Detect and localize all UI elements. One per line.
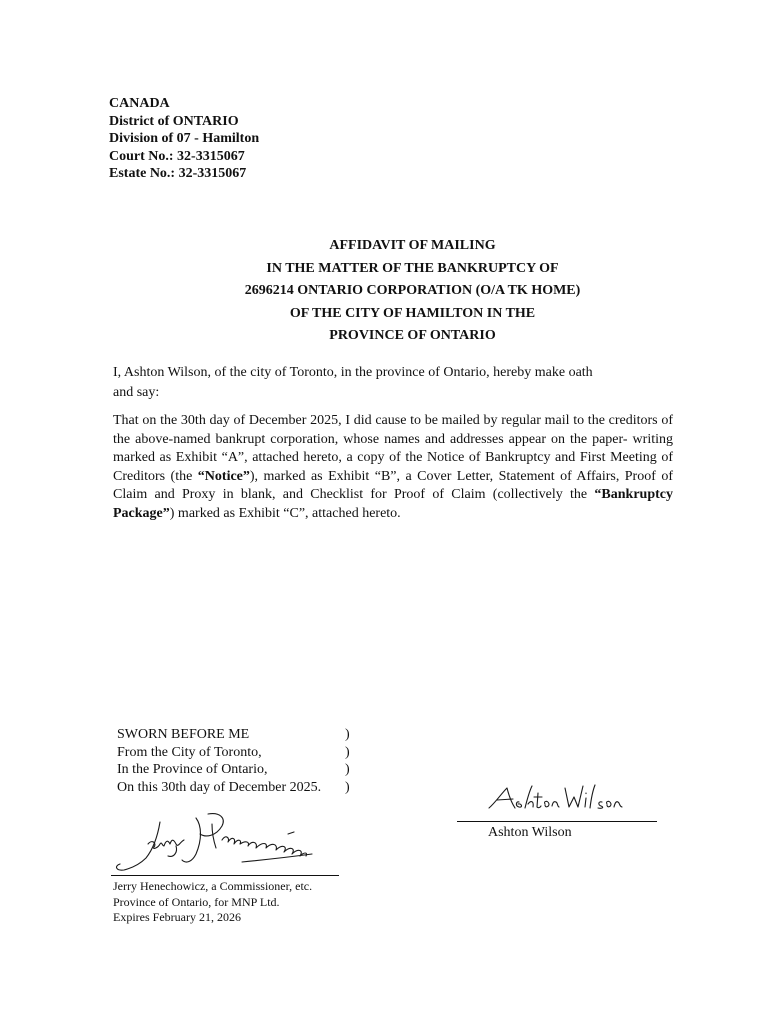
header-court-number: Court No.: 32-3315067 [109, 148, 245, 164]
header-district: District of ONTARIO [109, 113, 239, 129]
jurat-block [117, 726, 355, 796]
title-line-1: AFFIDAVIT OF MAILING [329, 238, 496, 253]
header-country: CANADA [109, 96, 170, 111]
jurat-paren: ) [345, 762, 350, 778]
deponent-signature-line [457, 821, 657, 822]
title-line-2: IN THE MATTER OF THE BANKRUPTCY OF [266, 260, 559, 276]
jurat-date: On this 30th day of December 2025. [117, 779, 322, 795]
jurat-paren: ) [345, 779, 350, 795]
commissioner-signature-graphic [112, 808, 327, 878]
header-division: Division of 07 - Hamilton [109, 131, 260, 147]
commissioner-province: Province of Ontario, for MNP Ltd. [113, 894, 280, 909]
body-text-1: That on the 30th day of December 2025, I did cause to be mailed by regular mail to the creditors of the above-named bankrupt corporation, whose names and addresses appear on the paper- writing marked as Exhibit “A”, attached hereto, a copy of the Notice of Bankruptcy and First Meeting of Creditors (the [113, 413, 673, 484]
title-line-4: OF THE CITY OF HAMILTON IN THE [289, 305, 536, 321]
jurat-row [117, 779, 355, 797]
commissioner-block [113, 879, 312, 926]
notice-term: “Notice” [197, 468, 250, 484]
commissioner-expiry: Expires February 21, 2026 [113, 910, 241, 924]
intro-line-2: and say: [113, 385, 160, 400]
deponent-signature [485, 778, 625, 825]
document-title [0, 235, 770, 348]
jurat-sworn: SWORN BEFORE ME [117, 727, 250, 742]
jurat-city: From the City of Toronto, [117, 744, 262, 760]
title-line-3: 2696214 ONTARIO CORPORATION (O/A TK HOME) [244, 283, 581, 298]
jurat-row [117, 726, 355, 744]
jurat-paren: ) [345, 744, 350, 760]
body-text-2: ), marked as Exhibit “B”, a Cover Letter, Statement of Affairs, Proof of Claim and Proxy in blank, and Checklist for Proof of Claim (collectively the [113, 468, 674, 503]
commissioner-signature-line [111, 875, 339, 876]
commissioner-signature [112, 808, 327, 883]
commissioner-name: Jerry Henechowicz, a Commissioner, etc. [113, 879, 313, 893]
affidavit-body [113, 412, 673, 524]
court-header [109, 95, 259, 183]
jurat-paren: ) [345, 727, 350, 742]
jurat-province: In the Province of Ontario, [117, 762, 268, 778]
title-line-5: PROVINCE OF ONTARIO [329, 328, 496, 343]
package-term: “Bankruptcy Package” [113, 487, 673, 521]
jurat-row [117, 761, 355, 779]
deponent-signature-graphic [485, 778, 625, 820]
jurat-row [117, 744, 355, 762]
deponent-name: Ashton Wilson [488, 825, 572, 840]
body-text-3: ) marked as Exhibit “C”, attached hereto. [169, 505, 401, 521]
intro-paragraph [113, 363, 653, 403]
header-estate-number: Estate No.: 32-3315067 [109, 166, 247, 182]
intro-line-1: I, Ashton Wilson, of the city of Toronto, in the province of Ontario, hereby make oath [113, 365, 593, 380]
